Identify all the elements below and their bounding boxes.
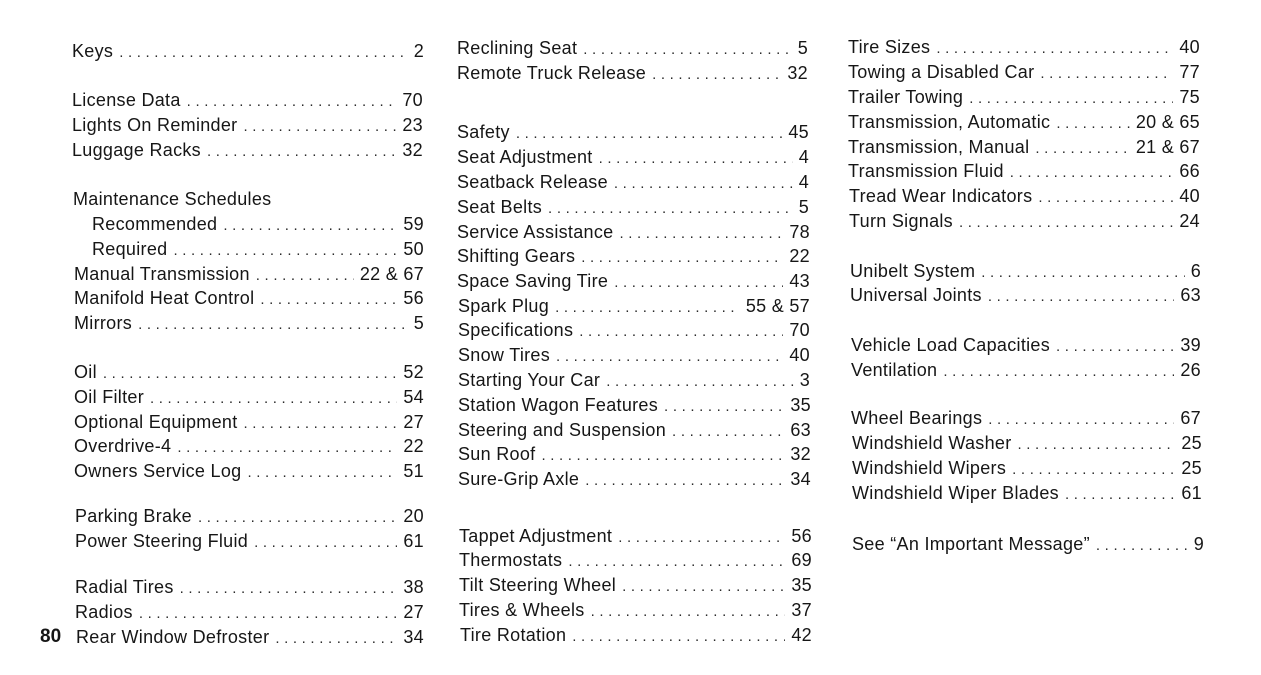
entry-page: 25 xyxy=(1181,433,1202,453)
entry-label: Tilt Steering Wheel xyxy=(459,575,617,595)
entry-label: Required xyxy=(92,239,168,259)
leader-dots xyxy=(591,603,786,620)
entry-label: Overdrive-4 xyxy=(74,436,172,456)
leader-dots xyxy=(223,217,397,234)
entry-label: Tires & Wheels xyxy=(459,600,585,620)
entry-page: 61 xyxy=(403,531,424,551)
entry-label: Seat Belts xyxy=(457,197,543,217)
entry-page: 25 xyxy=(1181,458,1202,478)
index-entry xyxy=(458,469,811,493)
entry-page: 42 xyxy=(791,625,812,645)
entry-page: 3 xyxy=(799,370,810,390)
index-entry xyxy=(457,271,810,295)
entry-page: 78 xyxy=(789,222,810,242)
entry-label: Power Steering Fluid xyxy=(75,531,249,551)
entry-page: 22 xyxy=(789,246,810,266)
entry-label: Keys xyxy=(72,41,114,61)
entry-page: 2 xyxy=(413,41,424,61)
leader-dots xyxy=(585,472,784,489)
index-entry xyxy=(848,87,1200,111)
index-entry xyxy=(75,577,424,601)
leader-dots xyxy=(207,143,396,160)
leader-dots xyxy=(139,605,398,622)
index-heading xyxy=(73,189,424,213)
entry-label: Luggage Racks xyxy=(72,140,201,160)
index-column-3 xyxy=(848,0,1208,675)
index-entry xyxy=(850,261,1201,285)
entry-label: Steering and Suspension xyxy=(458,420,667,440)
index-entry xyxy=(459,575,812,599)
index-entry xyxy=(457,63,808,87)
index-entry xyxy=(848,112,1200,136)
index-entry xyxy=(852,534,1204,558)
entry-page: 61 xyxy=(1181,483,1202,503)
entry-page: 4 xyxy=(798,172,809,192)
entry-page: 9 xyxy=(1193,534,1204,554)
entry-label: Starting Your Car xyxy=(458,370,601,390)
leader-dots xyxy=(247,464,397,481)
entry-page: 22 & 67 xyxy=(359,264,424,284)
leader-dots xyxy=(583,41,791,58)
index-entry xyxy=(75,602,424,626)
index-entry xyxy=(72,115,423,139)
index-entry xyxy=(460,625,812,649)
leader-dots xyxy=(1012,461,1175,478)
entry-label: Sun Roof xyxy=(458,444,536,464)
leader-dots xyxy=(1056,115,1130,132)
leader-dots xyxy=(619,225,783,242)
leader-dots xyxy=(150,390,397,407)
index-entry xyxy=(458,296,810,320)
entry-label: Snow Tires xyxy=(458,345,551,365)
entry-page: 59 xyxy=(403,214,424,234)
index-entry xyxy=(457,38,808,62)
index-entry xyxy=(457,122,809,146)
leader-dots xyxy=(1018,436,1176,453)
leader-dots xyxy=(556,348,783,365)
leader-dots xyxy=(244,415,398,432)
index-entry xyxy=(75,506,424,530)
entry-label: Maintenance Schedules xyxy=(73,189,272,209)
leader-dots xyxy=(1038,189,1173,206)
index-entry xyxy=(74,461,424,485)
entry-label: Trailer Towing xyxy=(848,87,964,107)
entry-page: 75 xyxy=(1179,87,1200,107)
entry-label: Shifting Gears xyxy=(457,246,576,266)
leader-dots xyxy=(275,630,397,647)
index-entry xyxy=(75,531,424,555)
index-subentry xyxy=(73,239,424,263)
leader-dots xyxy=(1035,140,1129,157)
leader-dots xyxy=(959,214,1173,231)
leader-dots xyxy=(254,534,397,551)
entry-page: 50 xyxy=(403,239,424,259)
index-entry xyxy=(74,288,424,312)
leader-dots xyxy=(614,274,783,291)
entry-page: 67 xyxy=(1180,408,1201,428)
leader-dots xyxy=(187,93,397,110)
index-entry xyxy=(458,320,810,344)
entry-page: 54 xyxy=(403,387,424,407)
leader-dots xyxy=(103,365,397,382)
index-entry xyxy=(852,458,1202,482)
leader-dots xyxy=(599,150,793,167)
entry-page: 20 & 65 xyxy=(1135,112,1200,132)
entry-label: License Data xyxy=(72,90,181,110)
entry-label: Station Wagon Features xyxy=(458,395,659,415)
leader-dots xyxy=(988,411,1174,428)
leader-dots xyxy=(618,529,785,546)
entry-label: Oil Filter xyxy=(74,387,144,407)
leader-dots xyxy=(981,264,1184,281)
entry-label: Specifications xyxy=(458,320,574,340)
index-entry xyxy=(848,137,1200,161)
entry-page: 21 & 67 xyxy=(1135,137,1200,157)
entry-page: 66 xyxy=(1179,161,1200,181)
index-entry xyxy=(848,37,1200,61)
leader-dots xyxy=(1010,164,1174,181)
entry-label: Space Saving Tire xyxy=(457,271,609,291)
index-entry xyxy=(459,550,812,574)
entry-label: Windshield Washer xyxy=(852,433,1012,453)
index-entry xyxy=(74,313,424,337)
entry-label: Seatback Release xyxy=(457,172,608,192)
entry-page: 40 xyxy=(1179,186,1200,206)
index-entry xyxy=(74,387,424,411)
entry-page: 70 xyxy=(402,90,423,110)
entry-page: 55 & 57 xyxy=(745,296,810,316)
leader-dots xyxy=(664,398,784,415)
index-entry xyxy=(457,172,809,196)
index-entry xyxy=(852,483,1202,507)
entry-label: Radial Tires xyxy=(75,577,174,597)
index-entry xyxy=(458,370,810,394)
entry-page: 6 xyxy=(1190,261,1201,281)
entry-label: Vehicle Load Capacities xyxy=(851,335,1051,355)
entry-page: 20 xyxy=(403,506,424,526)
entry-page: 32 xyxy=(402,140,423,160)
index-entry xyxy=(849,186,1200,210)
leader-dots xyxy=(1040,65,1173,82)
entry-page: 70 xyxy=(789,320,810,340)
leader-dots xyxy=(516,125,783,142)
entry-label: Mirrors xyxy=(74,313,133,333)
index-entry xyxy=(457,222,810,246)
index-entry xyxy=(457,147,809,171)
entry-page: 69 xyxy=(791,550,812,570)
leader-dots xyxy=(555,299,740,316)
leader-dots xyxy=(943,363,1174,380)
leader-dots xyxy=(177,439,397,456)
entry-page: 35 xyxy=(790,395,811,415)
entry-page: 56 xyxy=(791,526,812,546)
entry-label: Wheel Bearings xyxy=(851,408,983,428)
page-number: 80 xyxy=(40,626,62,647)
entry-page: 22 xyxy=(403,436,424,456)
entry-page: 34 xyxy=(403,627,424,647)
entry-label: Tappet Adjustment xyxy=(459,526,613,546)
entry-label: Optional Equipment xyxy=(74,412,238,432)
index-entry xyxy=(74,412,424,436)
entry-page: 40 xyxy=(789,345,810,365)
entry-page: 4 xyxy=(798,147,809,167)
entry-label: Oil xyxy=(74,362,97,382)
leader-dots xyxy=(936,40,1173,57)
entry-page: 51 xyxy=(403,461,424,481)
index-subentry xyxy=(73,214,424,238)
leader-dots xyxy=(652,66,781,83)
index-column-1 xyxy=(72,0,424,675)
leader-dots xyxy=(138,316,408,333)
entry-page: 52 xyxy=(403,362,424,382)
leader-dots xyxy=(1065,486,1175,503)
entry-label: Windshield Wiper Blades xyxy=(852,483,1059,503)
entry-label: Radios xyxy=(75,602,133,622)
index-entry xyxy=(72,41,424,65)
entry-page: 5 xyxy=(413,313,424,333)
entry-page: 38 xyxy=(403,577,424,597)
index-entry xyxy=(458,345,810,369)
leader-dots xyxy=(548,200,793,217)
entry-label: See “An Important Message” xyxy=(852,534,1090,554)
entry-label: Seat Adjustment xyxy=(457,147,593,167)
leader-dots xyxy=(579,323,783,340)
index-entry xyxy=(74,362,424,386)
leader-dots xyxy=(969,90,1173,107)
index-entry xyxy=(850,285,1201,309)
leader-dots xyxy=(606,373,794,390)
entry-page: 39 xyxy=(1180,335,1201,355)
index-entry xyxy=(458,444,811,468)
leader-dots xyxy=(672,423,784,440)
entry-label: Turn Signals xyxy=(849,211,953,231)
entry-label: Windshield Wipers xyxy=(852,458,1007,478)
entry-page: 40 xyxy=(1179,37,1200,57)
entry-page: 5 xyxy=(798,197,809,217)
entry-label: Manual Transmission xyxy=(74,264,250,284)
entry-page: 32 xyxy=(787,63,808,83)
index-entry xyxy=(852,433,1202,457)
leader-dots xyxy=(119,44,407,61)
leader-dots xyxy=(180,580,398,597)
leader-dots xyxy=(541,447,784,464)
index-entry xyxy=(851,408,1201,432)
entry-page: 24 xyxy=(1179,211,1200,231)
leader-dots xyxy=(243,118,396,135)
index-entry xyxy=(851,335,1201,359)
entry-label: Transmission Fluid xyxy=(848,161,1004,181)
leader-dots xyxy=(1096,537,1188,554)
entry-label: Universal Joints xyxy=(850,285,982,305)
index-entry xyxy=(458,395,811,419)
index-entry xyxy=(849,211,1200,235)
entry-page: 43 xyxy=(789,271,810,291)
entry-label: Tread Wear Indicators xyxy=(849,186,1033,206)
leader-dots xyxy=(581,249,783,266)
entry-page: 63 xyxy=(790,420,811,440)
leader-dots xyxy=(173,242,397,259)
index-entry xyxy=(72,140,423,164)
entry-label: Unibelt System xyxy=(850,261,976,281)
entry-page: 27 xyxy=(403,412,424,432)
entry-label: Owners Service Log xyxy=(74,461,242,481)
index-entry xyxy=(457,197,809,221)
entry-label: Tire Rotation xyxy=(460,625,567,645)
index-entry xyxy=(74,264,424,288)
entry-label: Remote Truck Release xyxy=(457,63,647,83)
index-entry xyxy=(76,627,424,651)
entry-page: 77 xyxy=(1179,62,1200,82)
index-entry xyxy=(848,161,1200,185)
index-entry xyxy=(74,436,424,460)
entry-label: Reclining Seat xyxy=(457,38,578,58)
entry-label: Transmission, Manual xyxy=(848,137,1030,157)
leader-dots xyxy=(260,291,397,308)
leader-dots xyxy=(198,509,397,526)
index-entry xyxy=(848,62,1200,86)
entry-label: Lights On Reminder xyxy=(72,115,238,135)
entry-page: 56 xyxy=(403,288,424,308)
entry-label: Towing a Disabled Car xyxy=(848,62,1035,82)
entry-page: 37 xyxy=(791,600,812,620)
index-column-2 xyxy=(456,0,812,675)
entry-page: 26 xyxy=(1180,360,1201,380)
index-entry xyxy=(457,246,810,270)
entry-label: Safety xyxy=(457,122,510,142)
entry-label: Tire Sizes xyxy=(848,37,931,57)
entry-page: 63 xyxy=(1180,285,1201,305)
entry-label: Service Assistance xyxy=(457,222,614,242)
entry-label: Ventilation xyxy=(851,360,938,380)
leader-dots xyxy=(256,267,354,284)
index-entry xyxy=(72,90,423,114)
index-entry xyxy=(851,360,1201,384)
entry-label: Sure-Grip Axle xyxy=(458,469,580,489)
entry-label: Spark Plug xyxy=(458,296,550,316)
leader-dots xyxy=(1056,338,1174,355)
entry-label: Recommended xyxy=(92,214,218,234)
entry-label: Parking Brake xyxy=(75,506,192,526)
entry-page: 35 xyxy=(791,575,812,595)
entry-page: 34 xyxy=(790,469,811,489)
entry-page: 45 xyxy=(788,122,809,142)
entry-page: 27 xyxy=(403,602,424,622)
entry-label: Thermostats xyxy=(459,550,563,570)
index-entry xyxy=(459,600,812,624)
entry-label: Transmission, Automatic xyxy=(848,112,1051,132)
leader-dots xyxy=(988,288,1175,305)
leader-dots xyxy=(614,175,793,192)
entry-page: 23 xyxy=(402,115,423,135)
leader-dots xyxy=(572,628,785,645)
index-entry xyxy=(459,526,812,550)
entry-label: Rear Window Defroster xyxy=(76,627,270,647)
entry-page: 5 xyxy=(797,38,808,58)
index-entry xyxy=(458,420,811,444)
leader-dots xyxy=(568,553,785,570)
entry-page: 32 xyxy=(790,444,811,464)
leader-dots xyxy=(622,578,785,595)
entry-label: Manifold Heat Control xyxy=(74,288,255,308)
